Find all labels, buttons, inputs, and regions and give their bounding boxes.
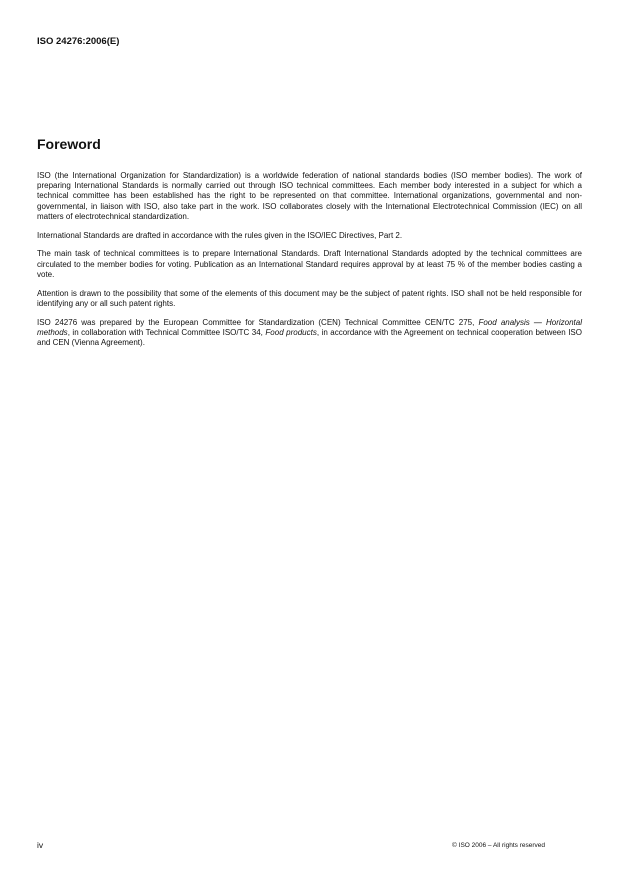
section-title: Foreword (37, 136, 101, 152)
text-segment: ISO 24276 was prepared by the European Committee for Standardization (CEN) Technical Committee CEN/TC 275, (37, 317, 479, 327)
text-segment: , in collaboration with Technical Committee ISO/TC 34, (67, 327, 266, 337)
committee-title-italic: Food analysis — Horizontal methods (37, 317, 582, 337)
paragraph-patent: Attention is drawn to the possibility that some of the elements of this document may be the subject of patent rights. ISO shall not be held responsible for identifying any or all such patent rights. (37, 288, 582, 308)
paragraph-main-task: The main task of technical committees is to prepare International Standards. Draft International Standards adopted by the technical committees are circulated to the member bodies for voting. Publication as an International Standard requires approval by at least 75 % of the member bodies casting a vote. (37, 249, 582, 279)
committee-title-italic: Food products (265, 327, 317, 337)
foreword-body (37, 171, 582, 357)
text-segment: , in accordance with the Agreement on technical cooperation between ISO and CEN (Vienna Agreement). (37, 327, 582, 348)
paragraph-iso-intro: ISO (the International Organization for Standardization) is a worldwide federation of national standards bodies (ISO member bodies). The work of preparing International Standards is normally carried out through ISO technical committees. Each member body interested in a subject for which a technical committee has been established has the right to be represented on that committee. International organizations, governmental and non-governmental, in liaison with ISO, also take part in the work. ISO collaborates closely with the International Electrotechnical Commission (IEC) on all matters of electrotechnical standardization. (37, 171, 582, 221)
paragraph-directives: International Standards are drafted in accordance with the rules given in the ISO/IEC Directives, Part 2. (37, 230, 403, 240)
document-id-header: ISO 24276:2006(E) (37, 36, 120, 47)
page-number: iv (37, 840, 44, 850)
paragraph-prepared-by (37, 318, 582, 349)
copyright-notice: © ISO 2006 – All rights reserved (452, 842, 545, 849)
